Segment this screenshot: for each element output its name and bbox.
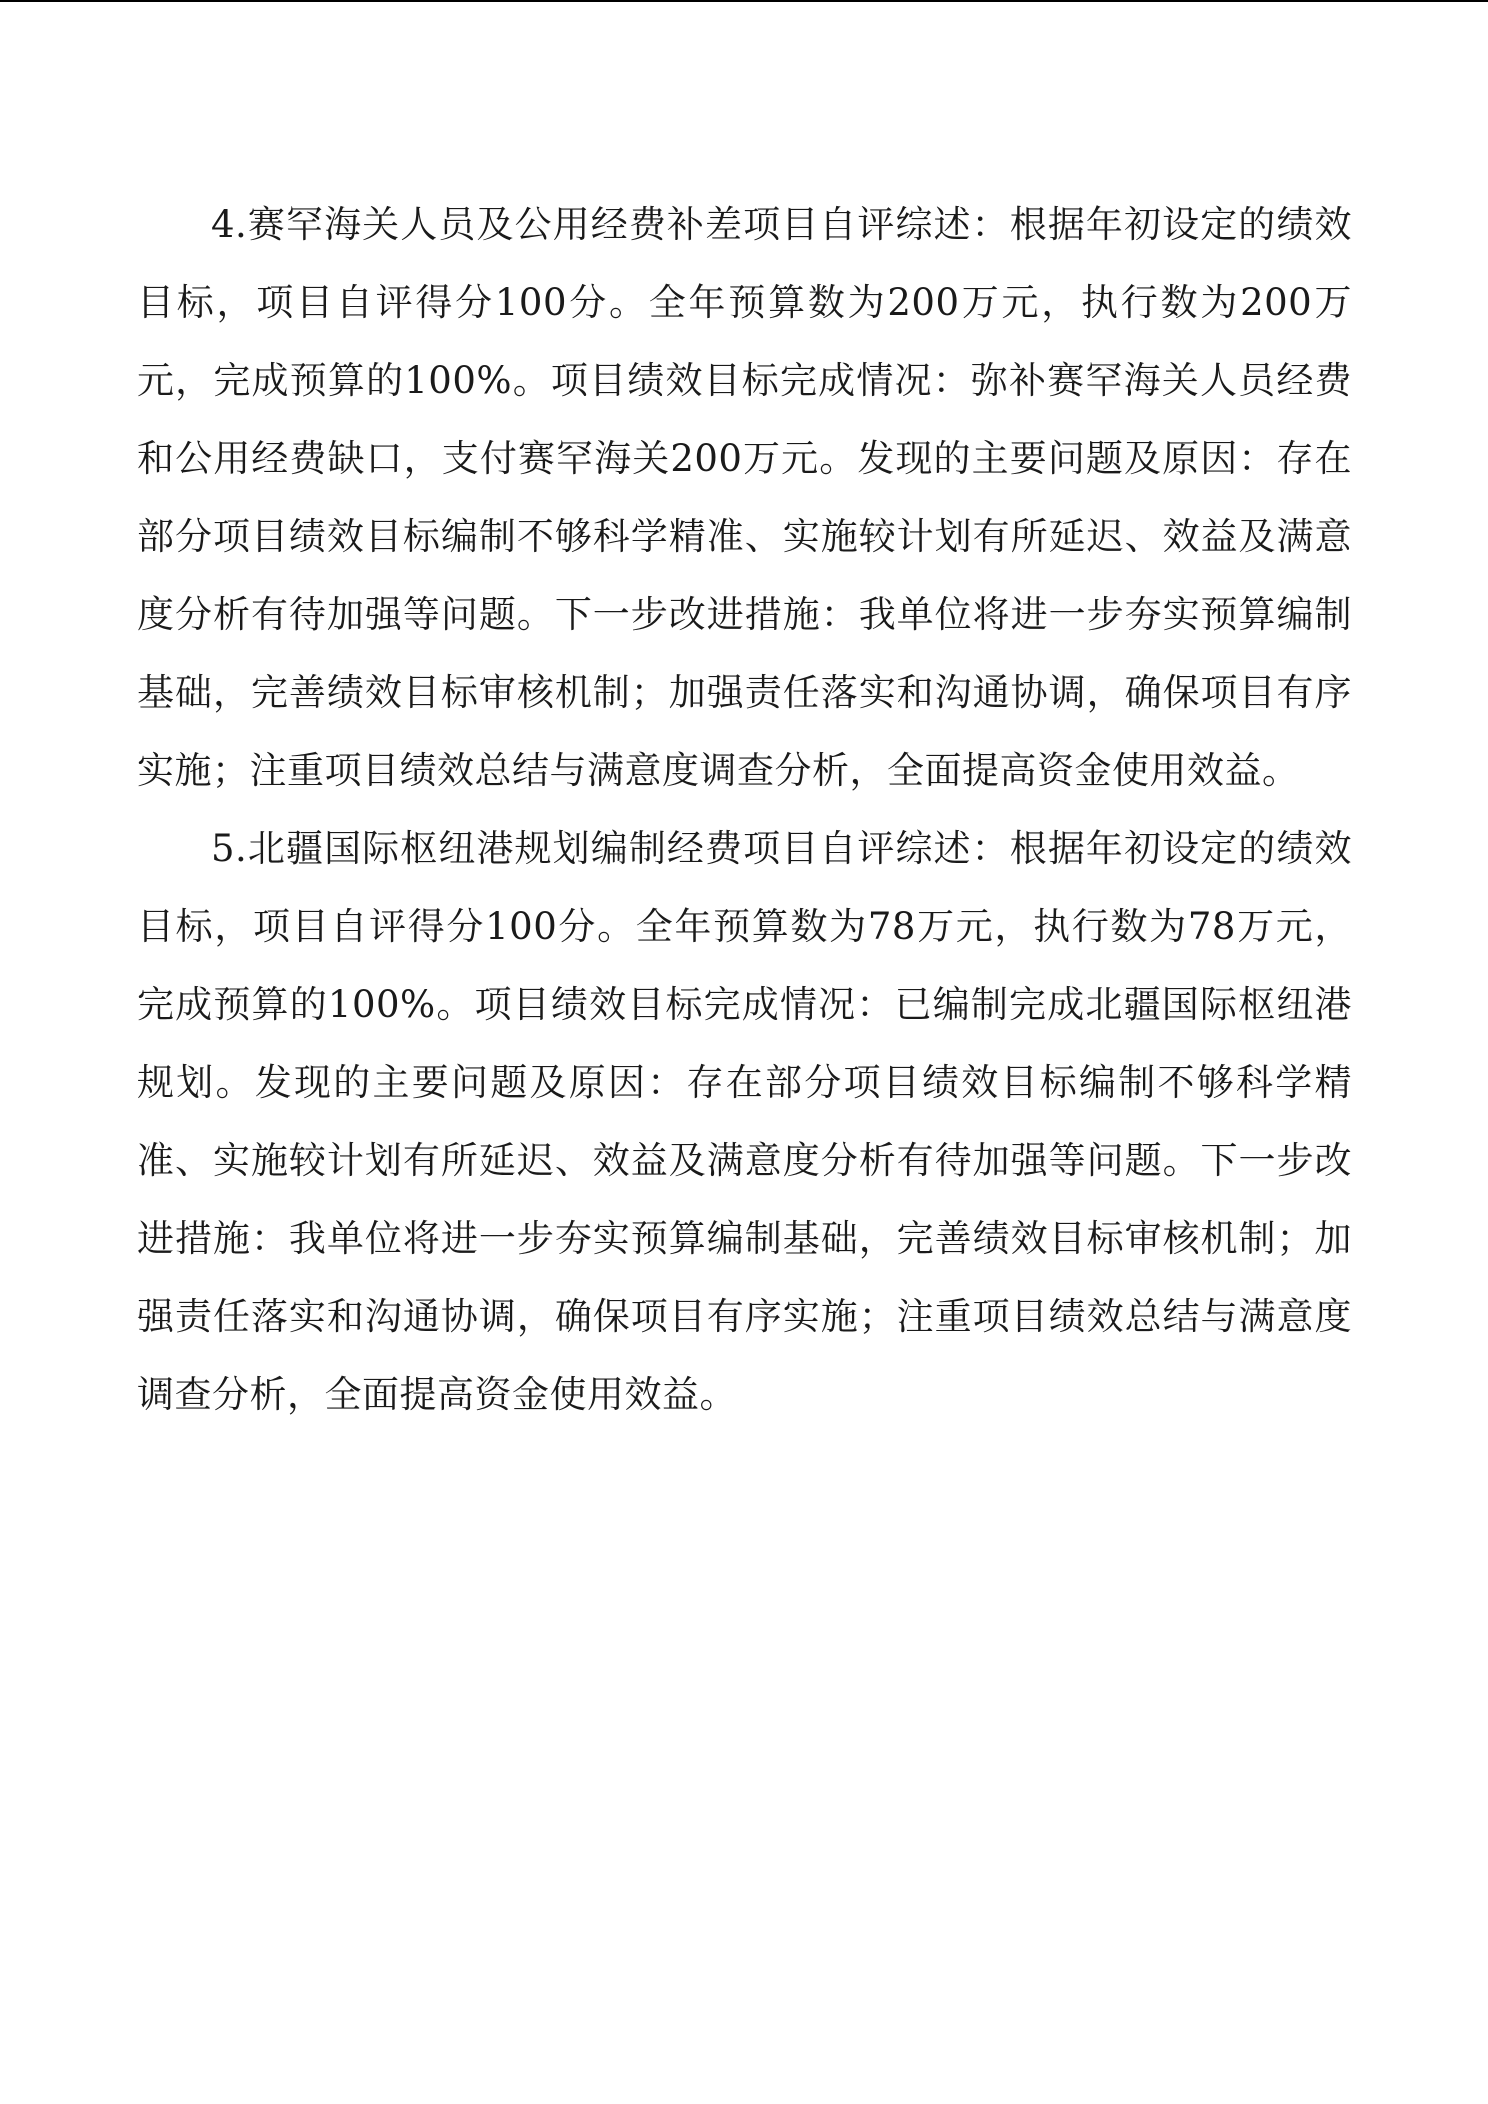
document-body <box>137 186 1352 1434</box>
paragraph-item-4: 4.赛罕海关人员及公用经费补差项目自评综述：根据年初设定的绩效目标，项目自评得分100分。全年预算数为200万元，执行数为200万元，完成预算的100%。项目绩效目标完成情况：弥补赛罕海关人员经费和公用经费缺口，支付赛罕海关200万元。发现的主要问题及原因：存在部分项目绩效目标编制不够科学精准、实施较计划有所延迟、效益及满意度分析有待加强等问题。下一步改进措施：我单位将进一步夯实预算编制基础，完善绩效目标审核机制；加强责任落实和沟通协调，确保项目有序实施；注重项目绩效总结与满意度调查分析，全面提高资金使用效益。 <box>137 203 1352 792</box>
paragraph-item-5: 5.北疆国际枢纽港规划编制经费项目自评综述：根据年初设定的绩效目标，项目自评得分100分。全年预算数为78万元，执行数为78万元，完成预算的100%。项目绩效目标完成情况：已编制完成北疆国际枢纽港规划。发现的主要问题及原因：存在部分项目绩效目标编制不够科学精准、实施较计划有所延迟、效益及满意度分析有待加强等问题。下一步改进措施：我单位将进一步夯实预算编制基础，完善绩效目标审核机制；加强责任落实和沟通协调，确保项目有序实施；注重项目绩效总结与满意度调查分析，全面提高资金使用效益。 <box>137 827 1352 1416</box>
